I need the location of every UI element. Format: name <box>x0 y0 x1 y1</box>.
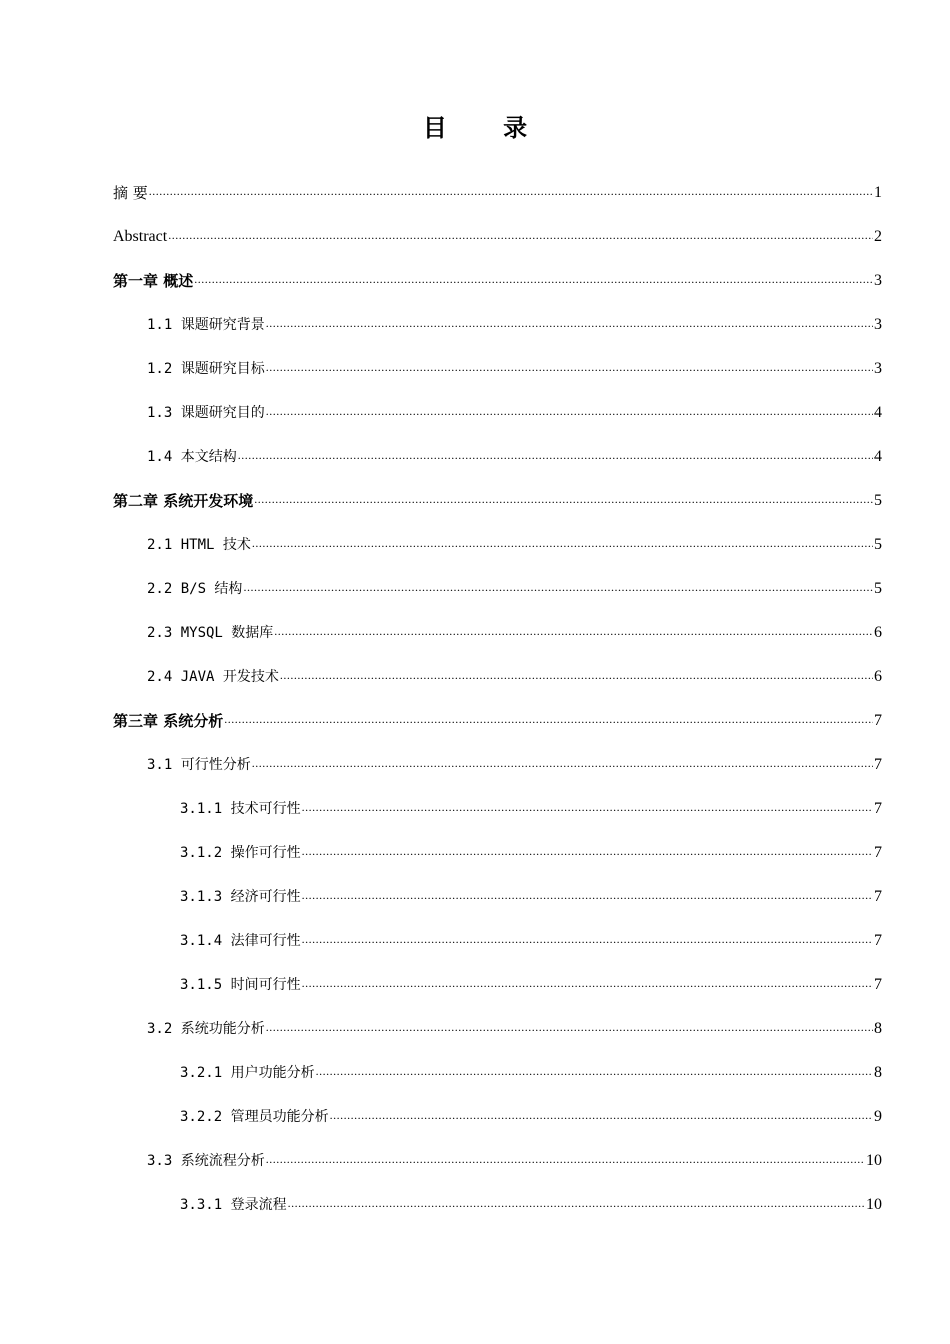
toc-page-number: 4 <box>874 404 882 421</box>
dot-leader <box>224 706 873 732</box>
toc-entry-text: 第三章 系统分析 <box>113 712 224 730</box>
dot-leader <box>238 442 873 468</box>
dot-leader <box>243 574 873 600</box>
toc-entry[interactable] <box>113 1104 882 1148</box>
toc-entry[interactable] <box>113 532 882 576</box>
toc-entry-text: 2.4 JAVA 开发技术 <box>147 669 279 685</box>
toc-entry-text: 第一章 概述 <box>113 272 194 290</box>
toc-list <box>113 180 882 1236</box>
toc-entry[interactable] <box>113 752 882 796</box>
dot-leader <box>288 1190 865 1216</box>
toc-entry-text: 摘 要 <box>113 184 148 202</box>
toc-entry-text: 3.2 系统功能分析 <box>147 1021 265 1037</box>
dot-leader <box>280 662 873 688</box>
toc-entry[interactable] <box>113 1148 882 1192</box>
toc-entry[interactable] <box>113 400 882 444</box>
dot-leader <box>266 354 873 380</box>
toc-entry-text: 3.1.1 技术可行性 <box>180 801 301 817</box>
toc-entry[interactable] <box>113 620 882 664</box>
toc-page-number: 10 <box>866 1196 882 1213</box>
dot-leader <box>316 1058 873 1084</box>
toc-entry-text: 3.3 系统流程分析 <box>147 1153 265 1169</box>
toc-page-number: 8 <box>874 1020 882 1037</box>
toc-entry[interactable] <box>113 884 882 928</box>
toc-page-number: 6 <box>874 668 882 685</box>
toc-page-number: 7 <box>874 932 882 949</box>
dot-leader <box>252 530 873 556</box>
toc-page-number: 7 <box>874 800 882 817</box>
toc-entry[interactable] <box>113 972 882 1016</box>
dot-leader <box>274 618 873 644</box>
dot-leader <box>194 266 873 292</box>
toc-entry-chapter[interactable] <box>113 268 882 312</box>
toc-page-number: 5 <box>874 580 882 597</box>
toc-entry-chapter[interactable] <box>113 708 882 752</box>
toc-entry-text: 1.4 本文结构 <box>147 449 237 465</box>
toc-entry[interactable] <box>113 1060 882 1104</box>
toc-page-number: 1 <box>874 184 882 201</box>
toc-entry[interactable] <box>113 576 882 620</box>
toc-page-number: 4 <box>874 448 882 465</box>
toc-page-number: 3 <box>874 272 882 289</box>
toc-entry[interactable] <box>113 840 882 884</box>
dot-leader <box>302 970 873 996</box>
toc-page-number: 9 <box>874 1108 882 1125</box>
toc-page-number: 5 <box>874 492 882 509</box>
toc-page-number: 6 <box>874 624 882 641</box>
toc-entry-text: 3.2.2 管理员功能分析 <box>180 1109 329 1125</box>
toc-page-number: 7 <box>874 888 882 905</box>
toc-page-number: 2 <box>874 228 882 245</box>
toc-entry[interactable] <box>113 356 882 400</box>
dot-leader <box>330 1102 873 1128</box>
toc-entry-text: 3.2.1 用户功能分析 <box>180 1065 315 1081</box>
toc-entry[interactable] <box>113 1192 882 1236</box>
dot-leader <box>266 310 873 336</box>
toc-page-number: 7 <box>874 712 882 729</box>
toc-entry-text: 3.1.5 时间可行性 <box>180 977 301 993</box>
toc-entry-text: 1.2 课题研究目标 <box>147 361 265 377</box>
toc-entry-text: 3.1.3 经济可行性 <box>180 889 301 905</box>
dot-leader <box>149 178 873 204</box>
toc-entry-text: 3.1 可行性分析 <box>147 757 251 773</box>
toc-entry-chapter[interactable] <box>113 488 882 532</box>
toc-entry[interactable] <box>113 224 882 268</box>
toc-page-number: 7 <box>874 976 882 993</box>
toc-entry[interactable] <box>113 1016 882 1060</box>
toc-entry[interactable] <box>113 312 882 356</box>
toc-entry-text: 3.1.4 法律可行性 <box>180 933 301 949</box>
dot-leader <box>266 1014 873 1040</box>
dot-leader <box>302 838 873 864</box>
toc-page-number: 3 <box>874 360 882 377</box>
toc-entry-text: 1.3 课题研究目的 <box>147 405 265 421</box>
toc-entry[interactable] <box>113 664 882 708</box>
toc-page-number: 10 <box>866 1152 882 1169</box>
dot-leader <box>302 882 873 908</box>
toc-page-number: 5 <box>874 536 882 553</box>
toc-entry[interactable] <box>113 444 882 488</box>
dot-leader <box>266 398 873 424</box>
dot-leader <box>266 1146 865 1172</box>
toc-page-number: 8 <box>874 1064 882 1081</box>
toc-page-number: 7 <box>874 756 882 773</box>
toc-entry-text: 3.1.2 操作可行性 <box>180 845 301 861</box>
toc-entry-text: 2.1 HTML 技术 <box>147 537 251 553</box>
dot-leader <box>302 926 873 952</box>
toc-entry-text: 2.3 MYSQL 数据库 <box>147 625 274 641</box>
toc-entry-text: Abstract <box>113 228 168 245</box>
toc-page-number: 7 <box>874 844 882 861</box>
page-title: 目 录 <box>422 113 552 142</box>
toc-entry-text: 2.2 B/S 结构 <box>147 581 243 597</box>
toc-entry-text: 1.1 课题研究背景 <box>147 317 265 333</box>
toc-entry[interactable] <box>113 180 882 224</box>
dot-leader <box>302 794 873 820</box>
toc-entry-text: 3.3.1 登录流程 <box>180 1197 287 1213</box>
toc-page-number: 3 <box>874 316 882 333</box>
dot-leader <box>254 486 873 512</box>
toc-entry[interactable] <box>113 928 882 972</box>
dot-leader <box>168 222 873 248</box>
toc-entry[interactable] <box>113 796 882 840</box>
toc-entry-text: 第二章 系统开发环境 <box>113 492 254 510</box>
dot-leader <box>252 750 873 776</box>
